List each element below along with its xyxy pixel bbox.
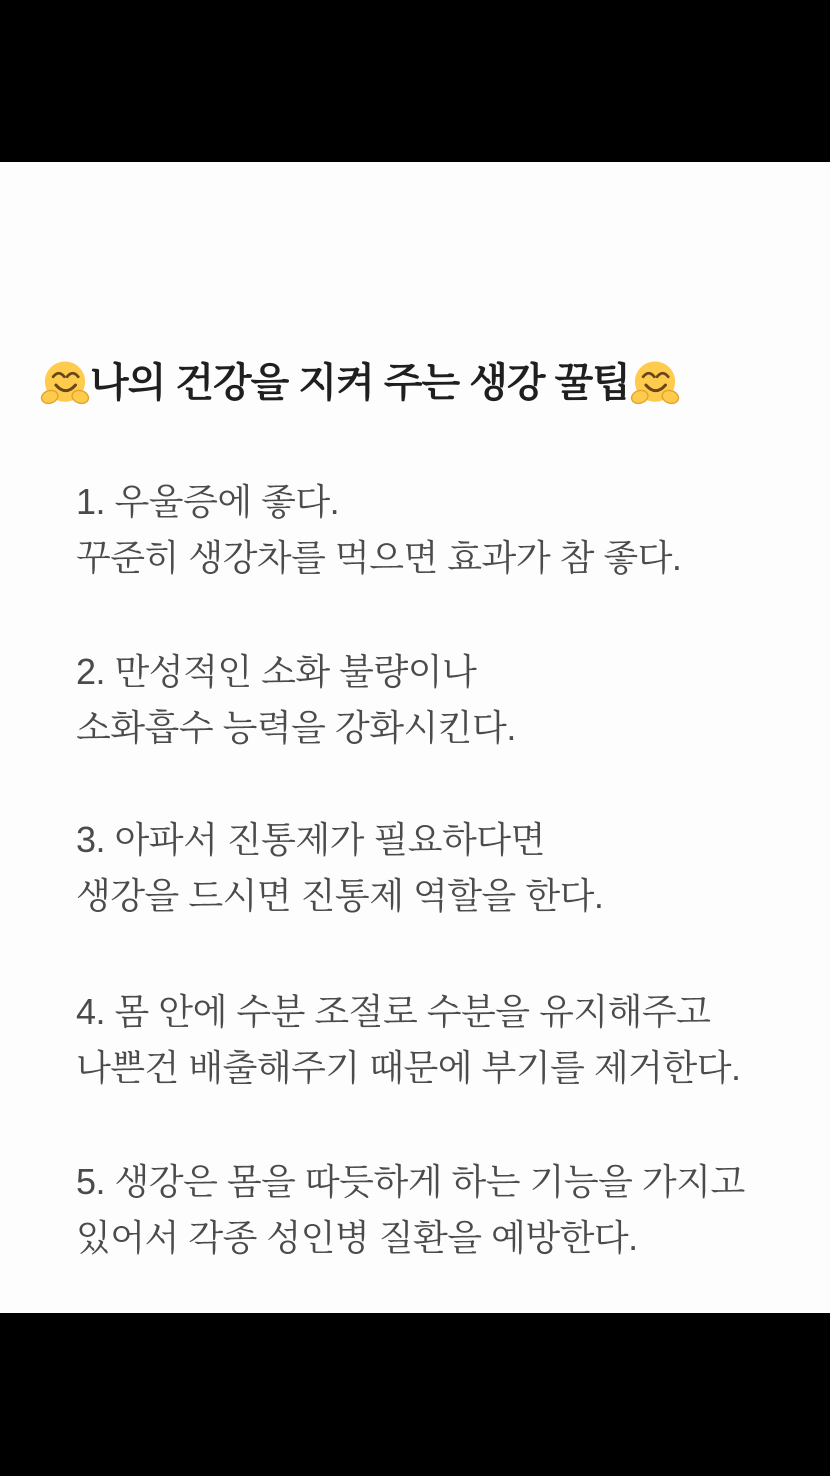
tip-3-line-2: 생강을 드시면 진통제 역할을 한다. bbox=[76, 875, 604, 916]
page-title-text: 나의 건강을 지켜 주는 생강 꿀팁 bbox=[90, 361, 630, 405]
tip-1-line-2: 꾸준히 생강차를 먹으면 효과가 참 좋다. bbox=[76, 537, 682, 578]
tip-1-line-1: 1. 우울증에 좋다. bbox=[76, 481, 340, 522]
hugging-face-emoji-icon bbox=[630, 358, 680, 408]
tip-4-line-2: 나쁜건 배출해주기 때문에 부기를 제거한다. bbox=[76, 1047, 741, 1088]
tip-item-5 bbox=[76, 1154, 830, 1266]
tip-item-4 bbox=[76, 984, 830, 1096]
bottom-letterbox-bar bbox=[0, 1313, 830, 1476]
tip-item-2 bbox=[76, 644, 830, 756]
tip-2-line-2: 소화흡수 능력을 강화시킨다. bbox=[76, 707, 516, 748]
hugging-face-emoji-icon bbox=[40, 358, 90, 408]
top-letterbox-bar bbox=[0, 0, 830, 162]
tip-3-line-1: 3. 아파서 진통제가 필요하다면 bbox=[76, 819, 545, 860]
content-area bbox=[0, 162, 830, 1313]
tip-5-line-1: 5. 생강은 몸을 따듯하게 하는 기능을 가지고 bbox=[76, 1161, 745, 1202]
tip-5-line-2: 있어서 각종 성인병 질환을 예방한다. bbox=[76, 1217, 638, 1258]
tip-item-1 bbox=[76, 474, 830, 586]
tip-4-line-1: 4. 몸 안에 수분 조절로 수분을 유지해주고 bbox=[76, 991, 711, 1032]
tip-2-line-1: 2. 만성적인 소화 불량이나 bbox=[76, 651, 477, 692]
tip-item-3 bbox=[76, 812, 830, 924]
page-title bbox=[40, 358, 680, 408]
